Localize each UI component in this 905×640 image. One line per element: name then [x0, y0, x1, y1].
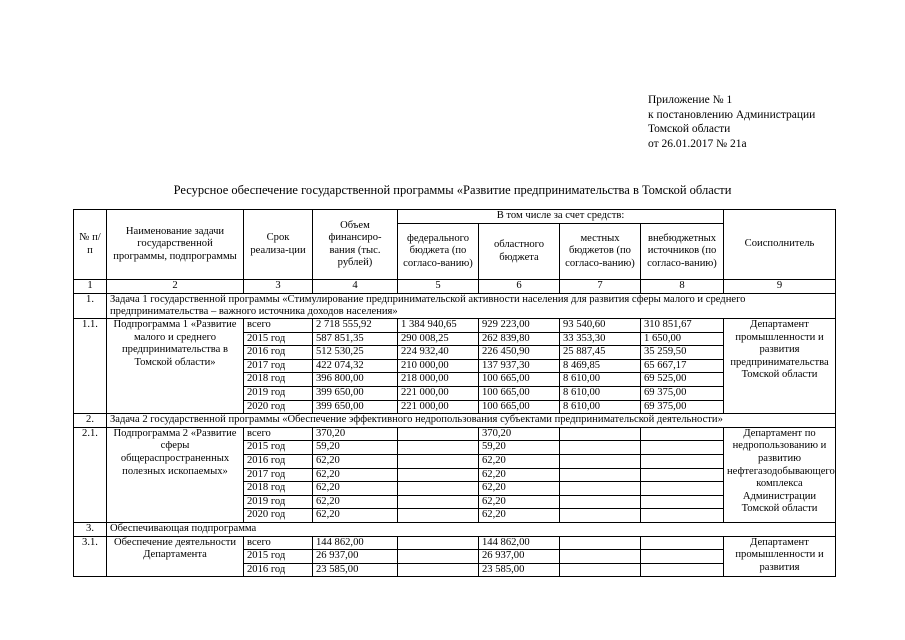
regional-cell: 59,20: [479, 441, 560, 455]
period-cell: всего: [244, 536, 313, 550]
task-number: 3.: [74, 522, 107, 536]
regional-cell: 26 937,00: [479, 550, 560, 564]
period-cell: 2018 год: [244, 482, 313, 496]
task-row: [74, 414, 836, 428]
regional-cell: 100 665,00: [479, 373, 560, 387]
column-number: 3: [244, 280, 313, 294]
federal-cell: [398, 427, 479, 441]
task-text: Задача 1 государственной программы «Стимулирование предпринимательской активности населения для развития сферы малого и среднего предпринимательства – важного источника доходов населения»: [107, 293, 836, 318]
local-cell: [560, 468, 641, 482]
regional-cell: 370,20: [479, 427, 560, 441]
extra-cell: 1 650,00: [641, 332, 724, 346]
volume-cell: 62,20: [313, 495, 398, 509]
table-row: [74, 536, 836, 550]
task-number: 2.: [74, 414, 107, 428]
extra-cell: 69 375,00: [641, 386, 724, 400]
period-cell: 2015 год: [244, 550, 313, 564]
local-cell: [560, 536, 641, 550]
federal-cell: 221 000,00: [398, 386, 479, 400]
regional-cell: 137 937,30: [479, 359, 560, 373]
appendix-line: к постановлению Администрации: [648, 108, 816, 121]
extra-cell: [641, 563, 724, 577]
subprogram-name: Подпрограмма 1 «Развитие малого и среднего предпринимательства в Томской области»: [107, 319, 244, 414]
regional-cell: 226 450,90: [479, 346, 560, 360]
local-cell: 93 540,60: [560, 319, 641, 333]
period-cell: 2015 год: [244, 441, 313, 455]
extra-cell: 310 851,67: [641, 319, 724, 333]
volume-cell: 512 530,25: [313, 346, 398, 360]
header-volume: Объем финансиро-вания (тыс. рублей): [313, 210, 398, 280]
column-number: 7: [560, 280, 641, 294]
extra-cell: 65 667,17: [641, 359, 724, 373]
volume-cell: 2 718 555,92: [313, 319, 398, 333]
regional-cell: 929 223,00: [479, 319, 560, 333]
task-row: [74, 522, 836, 536]
appendix-line: от 26.01.2017 № 21а: [648, 137, 747, 150]
header-period: Срок реализа-ции: [244, 210, 313, 280]
local-cell: 8 610,00: [560, 400, 641, 414]
period-cell: всего: [244, 427, 313, 441]
regional-cell: 62,20: [479, 482, 560, 496]
federal-cell: 1 384 940,65: [398, 319, 479, 333]
column-number: 4: [313, 280, 398, 294]
regional-cell: 100 665,00: [479, 400, 560, 414]
column-number-row: [74, 280, 836, 294]
header-federal: федерального бюджета (по согласо-ванию): [398, 224, 479, 280]
extra-cell: [641, 468, 724, 482]
local-cell: [560, 550, 641, 564]
extra-cell: [641, 536, 724, 550]
federal-cell: [398, 454, 479, 468]
extra-cell: [641, 495, 724, 509]
regional-cell: 62,20: [479, 454, 560, 468]
period-cell: 2016 год: [244, 563, 313, 577]
local-cell: [560, 441, 641, 455]
volume-cell: 62,20: [313, 509, 398, 523]
header-regional: областного бюджета: [479, 224, 560, 280]
volume-cell: 62,20: [313, 482, 398, 496]
column-number: 1: [74, 280, 107, 294]
appendix-line: Приложение № 1: [648, 94, 733, 106]
local-cell: 8 610,00: [560, 373, 641, 387]
extra-cell: 69 375,00: [641, 400, 724, 414]
period-cell: 2017 год: [244, 468, 313, 482]
subprogram-name: Обеспечение деятельности Департамента: [107, 536, 244, 577]
task-row: [74, 293, 836, 318]
extra-cell: [641, 482, 724, 496]
table-row: [74, 427, 836, 441]
executor-cell: Департамент промышленности и развития: [724, 536, 836, 577]
subprogram-number: 2.1.: [74, 427, 107, 522]
volume-cell: 587 851,35: [313, 332, 398, 346]
task-text: Задача 2 государственной программы «Обеспечение эффективного недропользования субъектами предпринимательской деятельности»: [107, 414, 836, 428]
extra-cell: [641, 441, 724, 455]
period-cell: 2016 год: [244, 346, 313, 360]
local-cell: 8 469,85: [560, 359, 641, 373]
regional-cell: 262 839,80: [479, 332, 560, 346]
extra-cell: [641, 454, 724, 468]
volume-cell: 144 862,00: [313, 536, 398, 550]
document-title: Ресурсное обеспечение государственной программы «Развитие предпринимательства в Томской области: [173, 183, 732, 197]
federal-cell: [398, 468, 479, 482]
table-row: [74, 319, 836, 333]
header-executor: Соисполнитель: [724, 210, 836, 280]
column-number: 8: [641, 280, 724, 294]
period-cell: всего: [244, 319, 313, 333]
local-cell: 25 887,45: [560, 346, 641, 360]
column-number: 5: [398, 280, 479, 294]
federal-cell: 218 000,00: [398, 373, 479, 387]
period-cell: 2020 год: [244, 400, 313, 414]
task-text: Обеспечивающая подпрограмма: [107, 522, 836, 536]
table-body: [74, 280, 836, 577]
regional-cell: 23 585,00: [479, 563, 560, 577]
period-cell: 2017 год: [244, 359, 313, 373]
federal-cell: [398, 563, 479, 577]
column-number: 6: [479, 280, 560, 294]
local-cell: [560, 454, 641, 468]
header-name: Наименование задачи государственной программы, подпрограммы: [107, 210, 244, 280]
volume-cell: 370,20: [313, 427, 398, 441]
extra-cell: [641, 509, 724, 523]
executor-cell: Департамент по недропользованию и развитию нефтегазодобывающего комплекса Администрации Томской области: [724, 427, 836, 522]
volume-cell: 26 937,00: [313, 550, 398, 564]
local-cell: [560, 427, 641, 441]
appendix-block: [648, 93, 815, 151]
regional-cell: 144 862,00: [479, 536, 560, 550]
local-cell: [560, 563, 641, 577]
volume-cell: 396 800,00: [313, 373, 398, 387]
task-number: 1.: [74, 293, 107, 318]
header-local: местных бюджетов (по согласо-ванию): [560, 224, 641, 280]
regional-cell: 62,20: [479, 495, 560, 509]
column-number: 2: [107, 280, 244, 294]
local-cell: 33 353,30: [560, 332, 641, 346]
resource-table: [73, 209, 836, 577]
local-cell: [560, 482, 641, 496]
extra-cell: 69 525,00: [641, 373, 724, 387]
period-cell: 2016 год: [244, 454, 313, 468]
header-group: В том числе за счет средств:: [398, 210, 724, 224]
executor-cell: Департамент промышленности и развития предпринимательства Томской области: [724, 319, 836, 414]
header-num: № п/п: [74, 210, 107, 280]
federal-cell: [398, 536, 479, 550]
federal-cell: [398, 495, 479, 509]
extra-cell: 35 259,50: [641, 346, 724, 360]
local-cell: 8 610,00: [560, 386, 641, 400]
volume-cell: 62,20: [313, 454, 398, 468]
column-number: 9: [724, 280, 836, 294]
federal-cell: 210 000,00: [398, 359, 479, 373]
volume-cell: 59,20: [313, 441, 398, 455]
federal-cell: [398, 441, 479, 455]
volume-cell: 399 650,00: [313, 400, 398, 414]
local-cell: [560, 509, 641, 523]
extra-cell: [641, 427, 724, 441]
regional-cell: 62,20: [479, 509, 560, 523]
federal-cell: [398, 482, 479, 496]
period-cell: 2019 год: [244, 495, 313, 509]
appendix-line: Томской области: [648, 123, 731, 135]
federal-cell: [398, 509, 479, 523]
subprogram-number: 3.1.: [74, 536, 107, 577]
volume-cell: 422 074,32: [313, 359, 398, 373]
federal-cell: 221 000,00: [398, 400, 479, 414]
volume-cell: 62,20: [313, 468, 398, 482]
subprogram-number: 1.1.: [74, 319, 107, 414]
federal-cell: 224 932,40: [398, 346, 479, 360]
regional-cell: 62,20: [479, 468, 560, 482]
period-cell: 2018 год: [244, 373, 313, 387]
regional-cell: 100 665,00: [479, 386, 560, 400]
volume-cell: 399 650,00: [313, 386, 398, 400]
extra-cell: [641, 550, 724, 564]
period-cell: 2019 год: [244, 386, 313, 400]
period-cell: 2020 год: [244, 509, 313, 523]
federal-cell: 290 008,25: [398, 332, 479, 346]
header-extra: внебюджетных источников (по согласо-ванию): [641, 224, 724, 280]
volume-cell: 23 585,00: [313, 563, 398, 577]
subprogram-name: Подпрограмма 2 «Развитие сферы общераспространенных полезных ископаемых»: [107, 427, 244, 522]
local-cell: [560, 495, 641, 509]
federal-cell: [398, 550, 479, 564]
period-cell: 2015 год: [244, 332, 313, 346]
